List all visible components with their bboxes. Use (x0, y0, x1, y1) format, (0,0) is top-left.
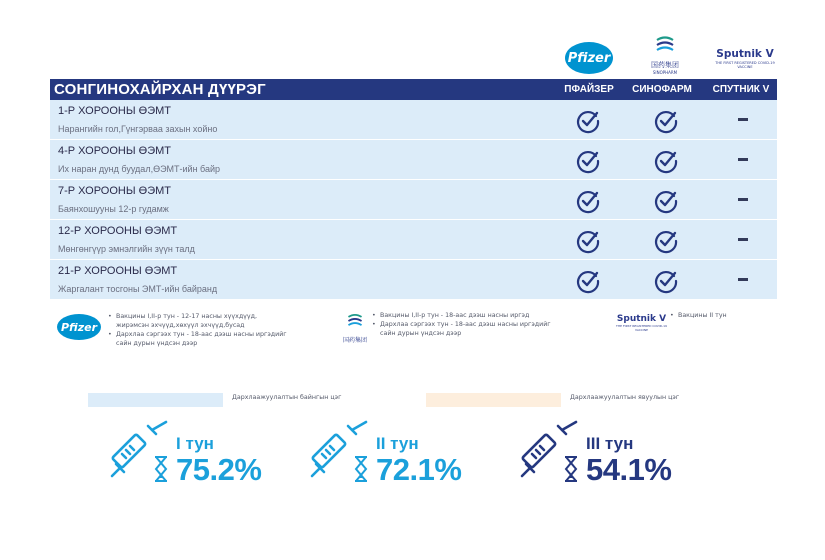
table-row (50, 140, 777, 180)
check-icon (653, 268, 679, 294)
dash-icon (738, 198, 748, 201)
sputnik-logo (710, 48, 780, 69)
sinopharm-note-item: • Дархлаа сэргээх тун - 18-аас дээш насны иргэдийг сайн дурын үндсэн дээр (372, 320, 562, 338)
pfizer-note-logo: Pfizer (57, 314, 101, 340)
sinopharm-en-text: SINOPHARM (652, 70, 678, 75)
column-sputnik: СПУТНИК V (712, 84, 770, 95)
check-icon (653, 228, 679, 254)
dash-icon (738, 158, 748, 161)
table-row (50, 260, 777, 300)
pfizer-note (108, 312, 288, 348)
dose-percent: 72.1% (376, 452, 462, 487)
sinopharm-note (372, 311, 562, 338)
dose-stat (308, 420, 478, 490)
sinopharm-logo (645, 34, 685, 76)
pfizer-note-item: • Вакцины I,II-р тун - 12-17 насны хүүхдүүд, жирэмсэн эхчүүд,хөхүүл эхчүүд,бусад (108, 312, 288, 330)
column-sinopharm: СИНОФАРМ (632, 84, 692, 95)
check-icon (575, 108, 601, 134)
dash-icon (738, 118, 748, 121)
legend-swatch-mobile (426, 393, 561, 407)
sinopharm-cn-text: 国药集团 (651, 61, 679, 69)
check-icon (653, 108, 679, 134)
check-icon (653, 188, 679, 214)
sputnik-note-logo: Sputnik V THE FIRST REGISTERED COVID-19 VACCINE (616, 314, 667, 332)
check-icon (575, 188, 601, 214)
check-icon (575, 228, 601, 254)
site-name: 4-Р ХОРООНЫ ӨЭМТ (58, 145, 171, 157)
site-address: Их наран дунд буудал,ӨЭМТ-ийн байр (58, 164, 221, 174)
site-address: Мөнгөнгүүр эмнэлгийн зүүн талд (58, 244, 195, 254)
sputnik-logo-text: Sputnik V (716, 48, 774, 60)
table-row (50, 100, 777, 140)
sinopharm-mark-icon (346, 312, 364, 330)
sinopharm-note-item: • Вакцины I,II-р тун - 18-аас дээш насны иргэд (372, 311, 562, 320)
legend-swatch-available (88, 393, 223, 407)
sputnik-note (670, 311, 760, 320)
dose-percent: 75.2% (176, 452, 262, 487)
site-address: Баянхошууны 12-р гудамж (58, 204, 169, 214)
sputnik-note-item: • Вакцины II тун (670, 311, 760, 320)
site-address: Нарангийн гол,Гүнгэрваа захын хойно (58, 124, 218, 134)
dose-stat (518, 420, 688, 490)
site-name: 21-Р ХОРООНЫ ӨЭМТ (58, 265, 178, 277)
column-pfizer: ПФАЙЗЕР (564, 84, 614, 95)
dash-icon (738, 278, 748, 281)
dose-percent: 54.1% (586, 452, 672, 487)
check-icon (575, 268, 601, 294)
sinopharm-mark-icon (654, 34, 676, 56)
table-row (50, 220, 777, 260)
dose-label: II тун (376, 434, 419, 453)
district-title: СОНГИНОХАЙРХАН ДҮҮРЭГ (54, 81, 266, 98)
dash-icon (738, 238, 748, 241)
legend-label-available: Дархлаажуулалтын байнгын цэг (232, 394, 342, 401)
table-header (50, 79, 777, 100)
dose-label: I тун (176, 434, 214, 453)
pfizer-logo: Pfizer (565, 42, 613, 74)
hourglass-icon (154, 456, 168, 482)
site-address: Жаргалант тосгоны ЭМТ-ийн байранд (58, 284, 218, 294)
site-name: 12-Р ХОРООНЫ ӨЭМТ (58, 225, 178, 237)
check-icon (575, 148, 601, 174)
hourglass-icon (354, 456, 368, 482)
site-name: 1-Р ХОРООНЫ ӨЭМТ (58, 105, 171, 117)
sputnik-tagline: THE FIRST REGISTERED COVID-19 VACCINE (715, 61, 775, 69)
table-row (50, 180, 777, 220)
site-name: 7-Р ХОРООНЫ ӨЭМТ (58, 185, 171, 197)
dose-label: III тун (586, 434, 634, 453)
vaccination-sites-table (50, 79, 777, 300)
sinopharm-note-logo: 国药集团 (340, 312, 370, 344)
check-icon (653, 148, 679, 174)
hourglass-icon (564, 456, 578, 482)
dose-stat (108, 420, 278, 490)
legend-label-mobile: Дархлаажуулалтын явуулын цэг (570, 394, 680, 401)
pfizer-note-item: • Дархлаа сэргээх тун - 18-аас дээш насны иргэдийг сайн дурын үндсэн дээр (108, 330, 288, 348)
